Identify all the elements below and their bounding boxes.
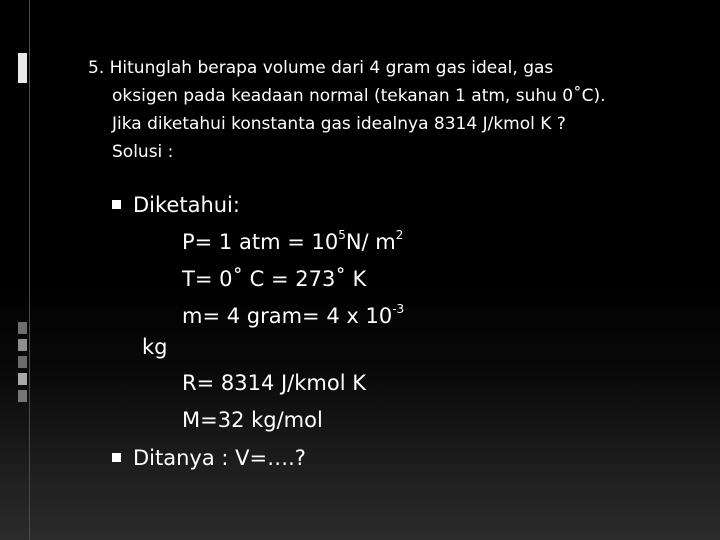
asked-bullet	[112, 441, 306, 475]
mass-unit: kg	[142, 335, 168, 359]
left-divider-line	[29, 0, 30, 540]
decorative-stripe	[18, 356, 27, 368]
square-bullet-icon	[112, 200, 121, 209]
question-line-1: 5. Hitunglah berapa volume dari 4 gram gas ideal, gas	[88, 58, 554, 78]
question-line-3: Jika diketahui konstanta gas idealnya 8314 J/kmol K ?	[112, 114, 566, 134]
mass-text: m= 4 gram= 4 x 10	[182, 304, 393, 328]
decorative-stripe	[18, 339, 27, 351]
decorative-stripe	[18, 390, 27, 402]
decorative-stripe	[18, 322, 27, 334]
pressure-unit: N/ m	[345, 230, 396, 254]
mass-exponent: -3	[392, 302, 405, 316]
known-bullet	[112, 188, 240, 222]
known-label: Diketahui:	[133, 193, 240, 217]
square-bullet-icon	[112, 453, 121, 462]
pressure-line	[182, 225, 403, 259]
molar-mass-line: M=32 kg/mol	[182, 408, 323, 432]
question-line-2: oksigen pada keadaan normal (tekanan 1 atm, suhu 0˚C).	[112, 86, 606, 106]
gas-constant-line: R= 8314 J/kmol K	[182, 371, 366, 395]
pressure-text: P= 1 atm = 10	[182, 230, 339, 254]
pressure-unit-exponent: 2	[395, 228, 404, 242]
decorative-block	[18, 53, 27, 83]
asked-label: Ditanya : V=….?	[133, 446, 306, 470]
mass-line	[182, 299, 404, 333]
solution-label: Solusi :	[112, 142, 174, 162]
decorative-stripe	[18, 373, 27, 385]
pressure-exponent: 5	[338, 228, 346, 242]
temperature-line: T= 0˚ C = 273˚ K	[182, 267, 367, 291]
question-paragraph	[88, 54, 698, 166]
